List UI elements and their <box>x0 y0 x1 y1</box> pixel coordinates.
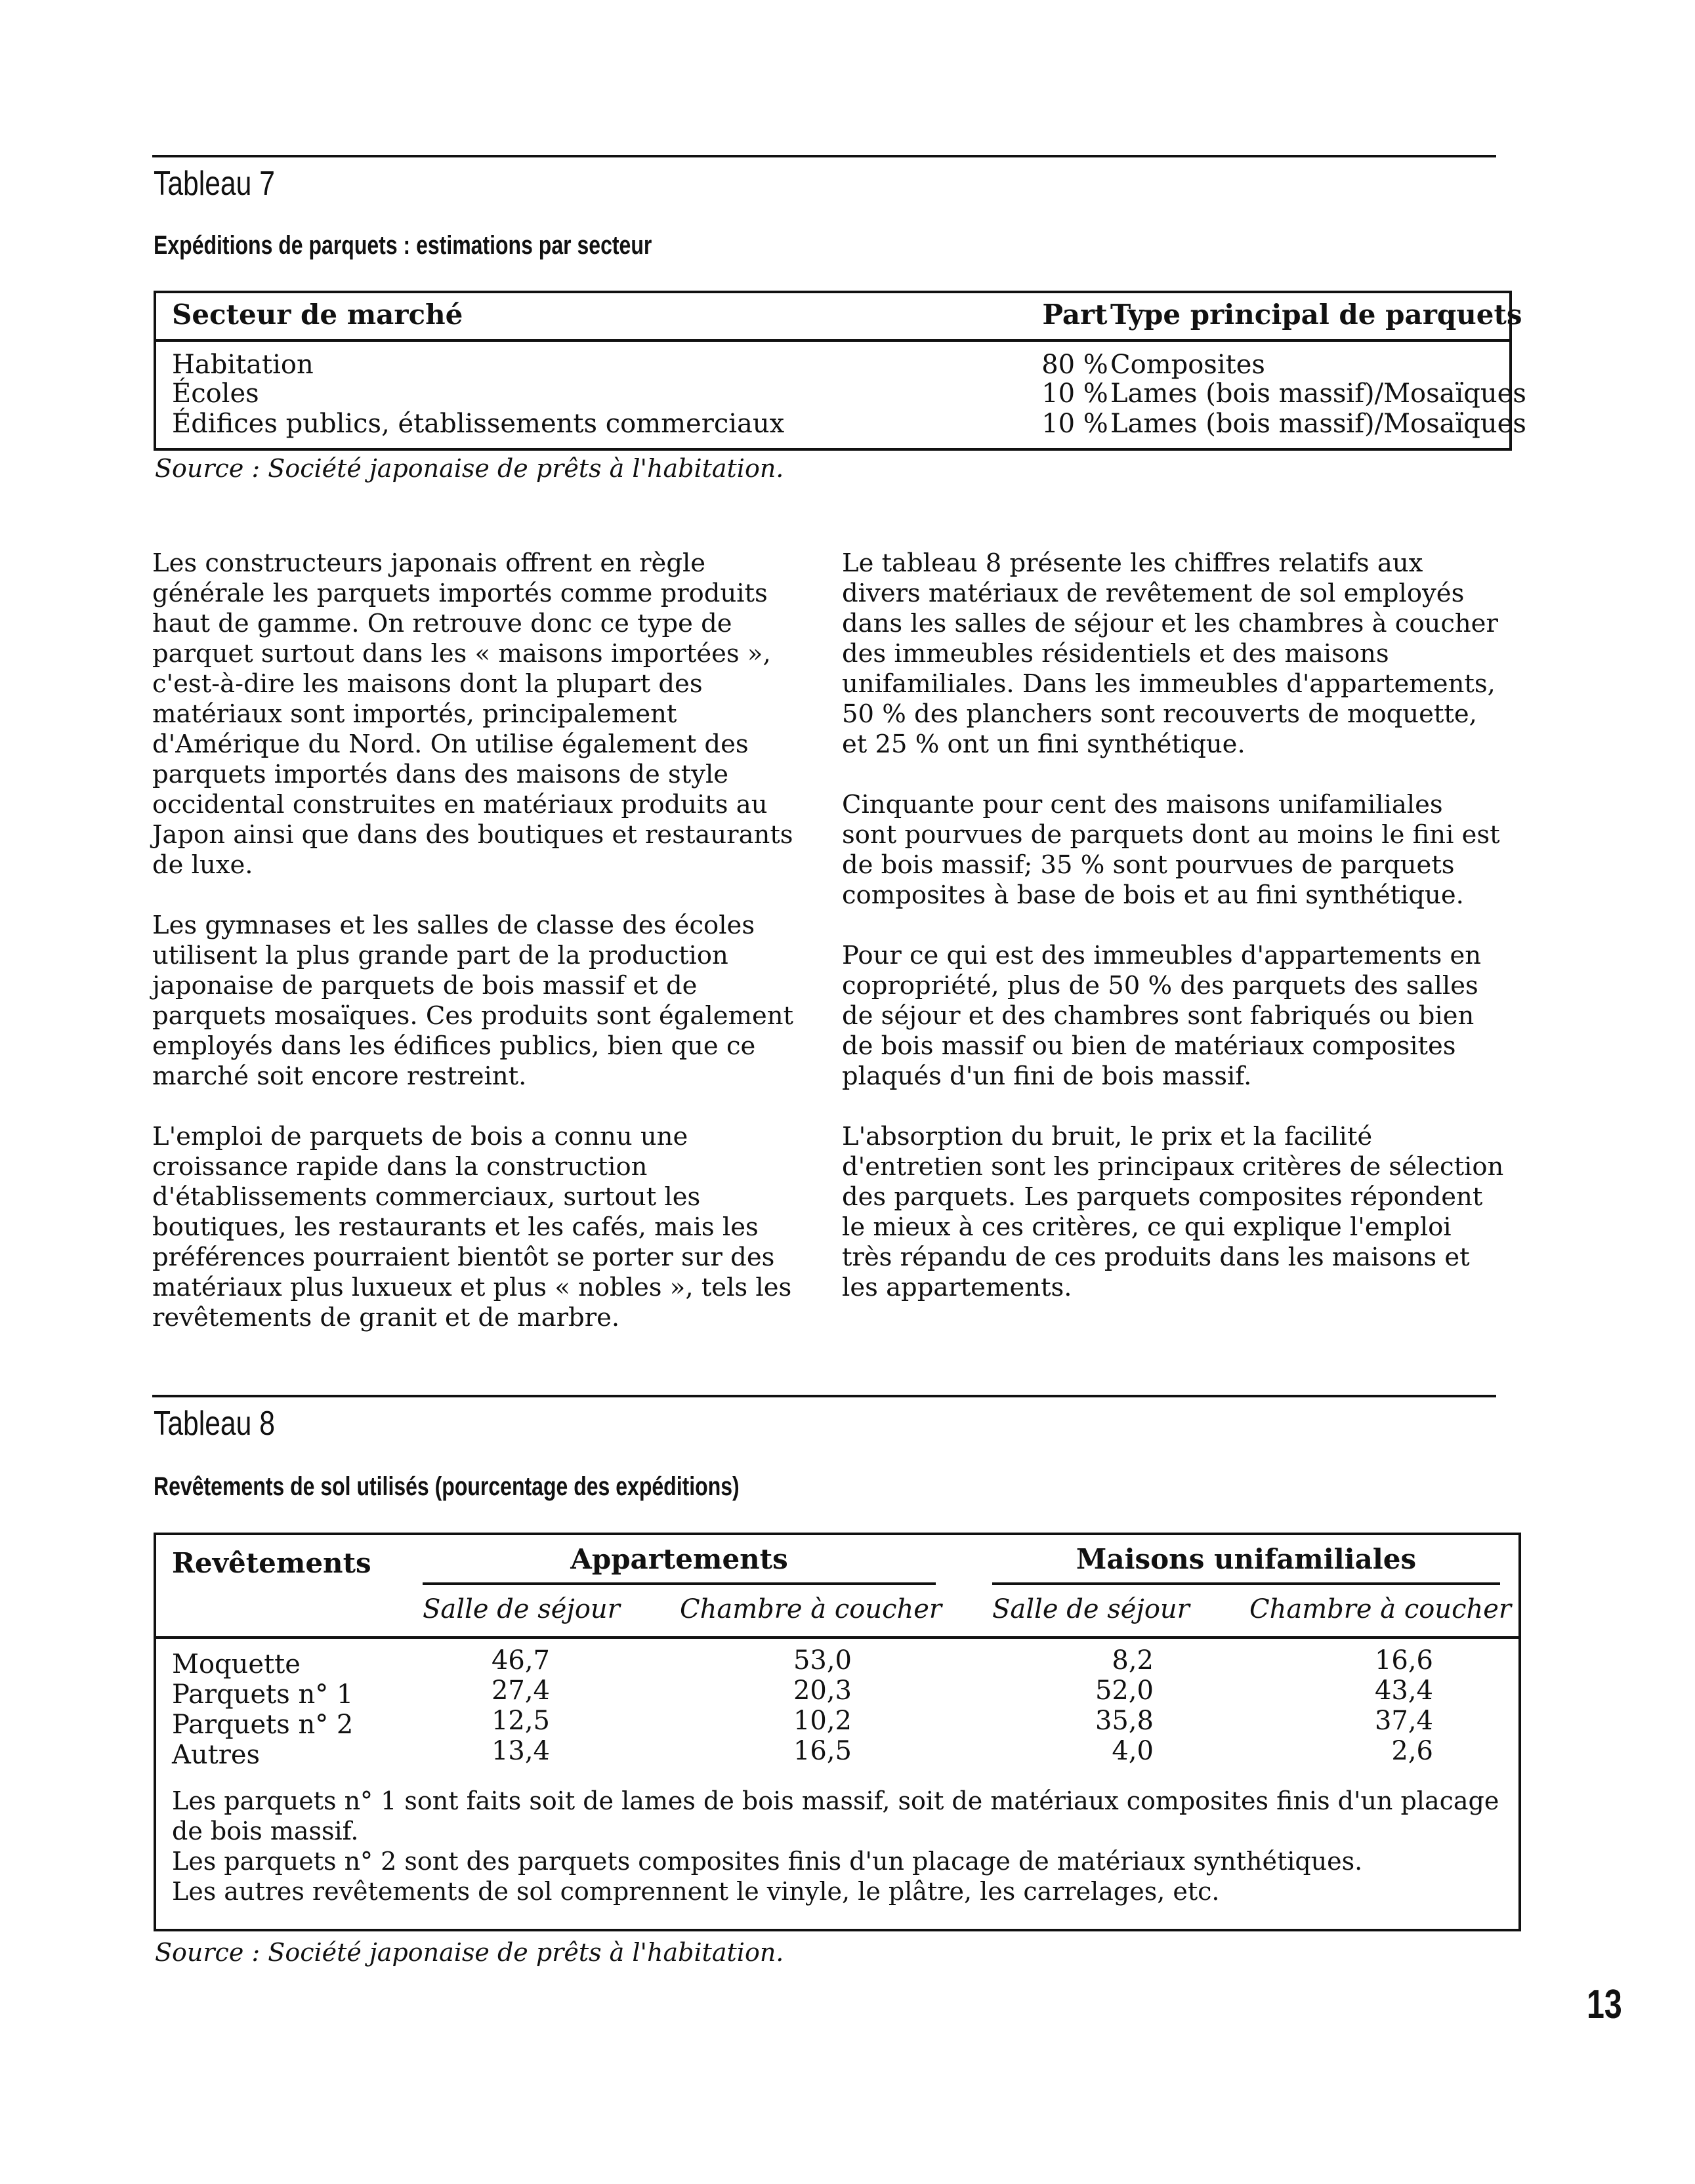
body-right-paragraph: Cinquante pour cent des maisons unifamiliales sont pourvues de parquets dont au moins le fini est de bois massif; 35 % sont pourvues de parquets composites à base de bois et au fini synthétique. <box>842 790 1500 910</box>
table8-row1-house-living: 8,2 <box>1112 1645 1154 1676</box>
page-number: 13 <box>1587 1982 1622 2027</box>
table7-subtitle: Expéditions de parquets : estimations par secteur <box>154 231 652 260</box>
body-left-paragraph: Les constructeurs japonais offrent en règle générale les parquets importés comme produits haut de gamme. On retrouve donc ce type de parquet surtout dans les « maisons importées », c'est-à-dire les maisons dont la plupart des matériaux sont importés, principalement d'Amérique du Nord. On utilise également des parquets importés dans des maisons de style occidental construites en matériaux produits au Japon ainsi que dans des boutiques et restaurants de luxe. <box>152 548 793 880</box>
body-left-paragraph: Les gymnases et les salles de classe des écoles utilisent la plus grande part de la production japonaise de parquets de bois massif et de parquets mosaïques. Ces produits sont également employés dans les édifices publics, bien que ce marché soit encore restreint. <box>152 911 794 1091</box>
body-right-column <box>842 548 1505 1333</box>
table7-row1-share: 80 % <box>1041 350 1108 380</box>
table8-row4-house-bedroom: 2,6 <box>1391 1736 1433 1766</box>
table7-row2-share: 10 % <box>1041 379 1108 409</box>
table8-group-apartments: Appartements <box>570 1543 788 1575</box>
middle-rule <box>152 1395 1496 1397</box>
table8-group-apartments-underline <box>423 1582 936 1585</box>
table7 <box>154 291 1526 451</box>
table8-row3-apt-living: 12,5 <box>491 1706 550 1736</box>
table8-header-coverings: Revêtements <box>172 1547 371 1579</box>
table8-note: Les parquets n° 2 sont des parquets composites finis d'un placage de matériaux synthétiques. <box>172 1847 1363 1876</box>
table8-row3-apt-bedroom: 10,2 <box>793 1706 852 1736</box>
table7-title: Tableau 7 <box>154 165 275 203</box>
table7-source: Source : Société japonaise de prêts à l'habitation. <box>155 454 784 483</box>
table8-group-houses: Maisons unifamiliales <box>1076 1543 1417 1575</box>
table8-row1-apt-bedroom: 53,0 <box>793 1645 852 1676</box>
table7-header-rule <box>156 339 1509 342</box>
table8-row1-apt-living: 46,7 <box>491 1645 550 1676</box>
table8-note: Les parquets n° 1 sont faits soit de lames de bois massif, soit de matériaux composites finis d'un placage <box>172 1786 1499 1815</box>
table8-note: Les autres revêtements de sol comprennent le vinyle, le plâtre, les carrelages, etc. <box>172 1877 1220 1906</box>
table8-row2-house-living: 52,0 <box>1095 1676 1154 1706</box>
table7-row3-sector: Édifices publics, établissements commerciaux <box>172 409 785 439</box>
table8-group-houses-underline <box>992 1582 1500 1585</box>
table8-row2-apt-bedroom: 20,3 <box>793 1676 852 1706</box>
table7-row2-sector: Écoles <box>172 379 259 409</box>
table8-notes <box>172 1786 1499 1906</box>
table8-subheader-apt-bedroom: Chambre à coucher <box>680 1594 942 1624</box>
table8-row1-label: Moquette <box>172 1649 301 1679</box>
table8-row1-house-bedroom: 16,6 <box>1374 1645 1433 1676</box>
table8-row4-house-living: 4,0 <box>1112 1736 1154 1766</box>
table8-row3-house-living: 35,8 <box>1095 1706 1154 1736</box>
table7-row1-sector: Habitation <box>172 350 314 380</box>
table7-header-share: Part <box>1042 299 1108 331</box>
table8-source: Source : Société japonaise de prêts à l'habitation. <box>155 1938 784 1967</box>
table8-row4-label: Autres <box>172 1740 261 1770</box>
table7-row2-type: Lames (bois massif)/Mosaïques <box>1110 379 1526 409</box>
body-right-paragraph: Le tableau 8 présente les chiffres relatifs aux divers matériaux de revêtement de sol employés dans les salles de séjour et les chambres à coucher des immeubles résidentiels et des maisons unifamiliales. Dans les immeubles d'appartements, 50 % des planchers sont recouverts de moquette, et 25 % ont un fini synthétique. <box>842 548 1498 759</box>
table8-subheader-house-bedroom: Chambre à coucher <box>1249 1594 1512 1624</box>
table8-row2-house-bedroom: 43,4 <box>1374 1676 1433 1706</box>
table7-row1-type: Composites <box>1110 350 1265 380</box>
table8-row3-label: Parquets n° 2 <box>172 1710 354 1740</box>
table8-title: Tableau 8 <box>154 1405 275 1443</box>
table7-header-type: Type principal de parquets <box>1110 299 1522 331</box>
table8-row3-house-bedroom: 37,4 <box>1374 1706 1433 1736</box>
table8-row4-apt-bedroom: 16,5 <box>793 1736 852 1766</box>
body-left-paragraph: L'emploi de parquets de bois a connu une croissance rapide dans la construction d'établissements commerciaux, surtout les boutiques, les restaurants et les cafés, mais les préférences pourraient bientôt se porter sur des matériaux plus luxueux et plus « nobles », tels les revêtements de granit et de marbre. <box>152 1122 792 1332</box>
table7-header-sector: Secteur de marché <box>172 299 463 331</box>
table8-subheader-apt-living: Salle de séjour <box>423 1594 620 1624</box>
table8-subtitle: Revêtements de sol utilisés (pourcentage des expéditions) <box>154 1472 740 1501</box>
table8-header-rule <box>156 1636 1518 1639</box>
body-right-paragraph: L'absorption du bruit, le prix et la facilité d'entretien sont les principaux critères de sélection des parquets. Les parquets composites répondent le mieux à ces critères, ce qui explique l'emploi très répandu de ces produits dans les maisons et les appartements. <box>842 1122 1504 1302</box>
table8-row4-apt-living: 13,4 <box>491 1736 550 1766</box>
table8-note: de bois massif. <box>172 1817 359 1845</box>
top-rule <box>152 155 1496 157</box>
table8-row2-label: Parquets n° 1 <box>172 1679 354 1710</box>
table8-subheader-house-living: Salle de séjour <box>992 1594 1190 1624</box>
table8-row2-apt-living: 27,4 <box>491 1676 550 1706</box>
body-right-paragraph: Pour ce qui est des immeubles d'appartements en copropriété, plus de 50 % des parquets des salles de séjour et des chambres sont fabriqués ou bien de bois massif ou bien de matériaux composites plaqués d'un fini de bois massif. <box>842 941 1482 1091</box>
table7-row3-share: 10 % <box>1041 409 1108 439</box>
table7-row3-type: Lames (bois massif)/Mosaïques <box>1110 409 1526 439</box>
body-left-column <box>152 548 808 1363</box>
